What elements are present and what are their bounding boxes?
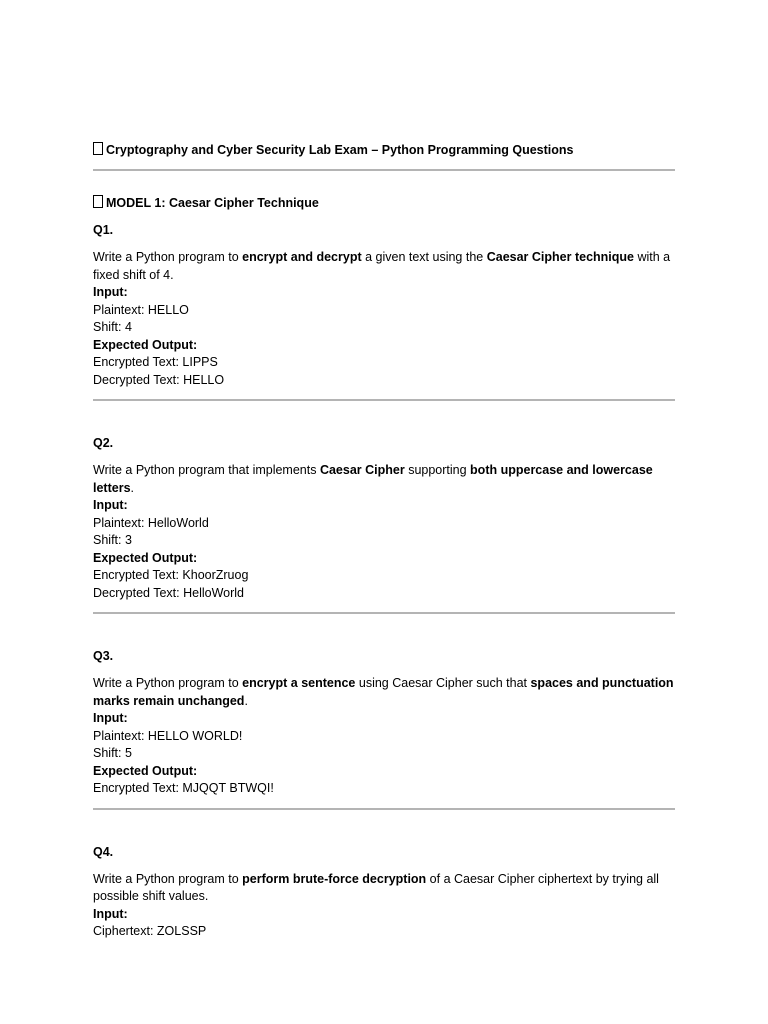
input-value: Plaintext: HELLO [93,302,189,317]
description-segment: using Caesar Cipher such that [355,676,531,690]
expected-output-label: Expected Output: [93,763,198,778]
input-label: Input: [93,285,128,299]
description-segment: supporting [404,463,471,477]
spacer [93,401,675,425]
description-segment: Write a Python program to [93,871,243,886]
document-content [93,142,675,941]
input-value: Shift: 5 [93,746,132,760]
question-block [93,222,675,401]
question-label: Q1. [93,223,114,237]
output-value: Encrypted Text: LIPPS [93,355,218,369]
input-value: Plaintext: HELLO WORLD! [93,728,243,743]
model-heading: MODEL 1: Caesar Cipher Technique [93,195,675,212]
output-value: Decrypted Text: HELLO [93,372,225,387]
description-segment: of a Caesar Cipher ciphertext by trying all possible shift values. [93,871,659,903]
description-segment: Write a Python program to [93,676,243,690]
question-label: Q4. [93,844,114,859]
description-segment: spaces and punctuation marks remain unchanged [93,676,674,708]
description-segment: both uppercase and lowercase letters [93,463,653,495]
description-segment: . [130,480,135,495]
description-segment: Caesar Cipher technique [486,250,634,264]
description-segment: a given text using the [361,250,487,264]
placeholder-glyph-icon [93,195,103,208]
question-list [93,222,675,941]
expected-output-label: Expected Output: [93,337,198,352]
question-block [93,810,675,941]
question-description [93,871,675,906]
question-label: Q2. [93,436,114,450]
question-block [93,401,675,614]
description-segment: with a fixed shift of 4. [93,250,671,282]
spacer [93,614,675,638]
expected-output-label: Expected Output: [93,550,198,565]
horizontal-rule [93,169,675,171]
question-description [93,675,675,710]
output-value: Decrypted Text: HelloWorld [93,585,244,600]
input-value: Shift: 3 [93,533,132,547]
spacer [93,810,675,834]
description-segment: encrypt and decrypt [242,250,362,264]
document-title: Cryptography and Cyber Security Lab Exam – Python Programming Questions [93,142,675,159]
output-value: Encrypted Text: KhoorZruog [93,568,249,582]
description-segment: perform brute-force decryption [242,871,427,886]
description-segment: Caesar Cipher [319,463,405,477]
question-description [93,249,675,284]
description-segment: Write a Python program to [93,250,243,264]
output-value: Encrypted Text: MJQQT BTWQI! [93,781,274,795]
input-label: Input: [93,711,128,725]
description-segment: . [244,693,248,708]
input-value: Plaintext: HelloWorld [93,515,209,530]
input-value: Ciphertext: ZOLSSP [93,924,207,938]
input-label: Input: [93,906,128,921]
input-label: Input: [93,498,128,512]
description-segment: encrypt a sentence [242,676,356,690]
question-description [93,462,675,497]
input-value: Shift: 4 [93,320,132,334]
question-block [93,614,675,810]
question-label: Q3. [93,649,114,663]
placeholder-glyph-icon [93,142,103,155]
description-segment: Write a Python program that implements [93,463,320,477]
